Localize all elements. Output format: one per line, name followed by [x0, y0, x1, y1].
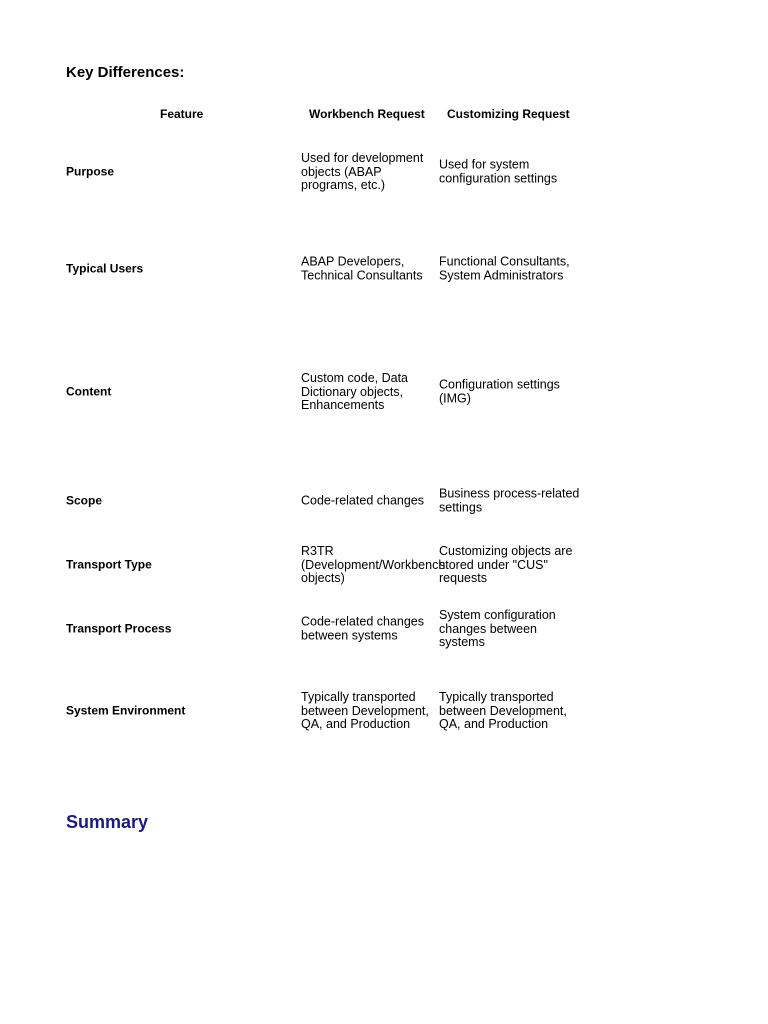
workbench-cell: Custom code, Data Dictionary objects, Enhancements — [301, 370, 408, 412]
workbench-cell: ABAP Developers, Technical Consultants — [301, 254, 423, 282]
customizing-cell: System configuration changes between systems — [439, 607, 556, 649]
customizing-cell: Functional Consultants, System Administrators — [439, 254, 570, 282]
workbench-cell: Code-related changes — [301, 493, 424, 508]
column-header-customizing: Customizing Request — [447, 107, 570, 121]
workbench-cell: Used for development objects (ABAP programs, etc.) — [301, 150, 424, 192]
customizing-cell: Business process-related settings — [439, 486, 580, 514]
summary-heading: Summary — [66, 812, 149, 832]
feature-cell: Scope — [66, 493, 103, 508]
customizing-cell: Typically transported between Development, QA, and Production — [439, 689, 567, 731]
workbench-cell: Typically transported between Development, QA, and Production — [301, 689, 429, 731]
customizing-cell: Customizing objects are stored under "CUS" requests — [439, 543, 573, 585]
workbench-cell: Code-related changes between systems — [301, 614, 424, 642]
workbench-cell: R3TR (Development/Workbench objects) — [301, 543, 446, 585]
feature-cell: Content — [66, 384, 112, 399]
feature-cell: Purpose — [66, 164, 115, 179]
feature-cell: Transport Type — [66, 557, 152, 572]
feature-cell: System Environment — [66, 703, 186, 718]
customizing-cell: Used for system configuration settings — [439, 157, 558, 185]
column-header-workbench: Workbench Request — [309, 107, 425, 121]
feature-cell: Typical Users — [66, 261, 144, 276]
key-differences-heading: Key Differences: — [66, 64, 185, 81]
customizing-cell: Configuration settings (IMG) — [439, 377, 560, 405]
column-header-feature: Feature — [160, 107, 204, 121]
feature-cell: Transport Process — [66, 621, 172, 636]
